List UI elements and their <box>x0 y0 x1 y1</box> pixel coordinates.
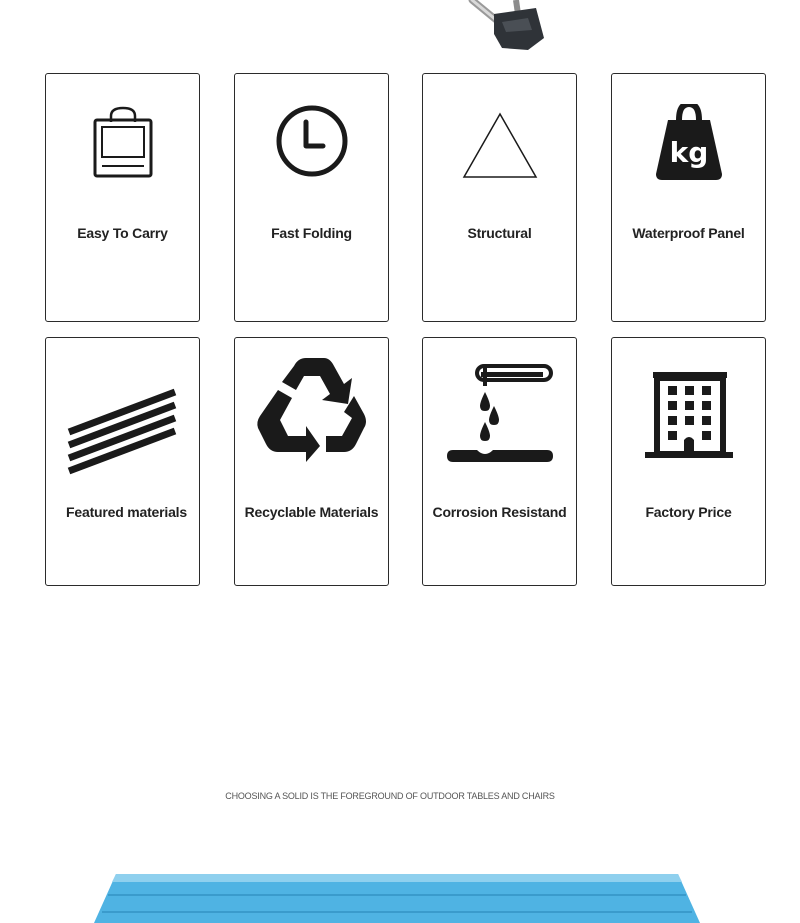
stripes-icon <box>46 386 199 476</box>
feature-label: Structural <box>467 225 532 241</box>
weight-kg-icon <box>612 104 765 182</box>
kg-text: kg <box>669 136 708 169</box>
recycle-icon <box>235 356 388 464</box>
feature-card-waterproof-panel <box>611 73 766 322</box>
section-caption: CHOOSING A SOLID IS THE FOREGROUND OF OUTDOOR TABLES AND CHAIRS <box>225 791 555 801</box>
feature-card-easy-to-carry <box>45 73 200 322</box>
shopping-bag-icon <box>46 104 199 178</box>
triangle-icon <box>423 104 576 178</box>
feature-card-featured-materials <box>45 337 200 586</box>
feature-card-fast-folding <box>234 73 389 322</box>
feature-label: Corrosion Resistand <box>432 504 567 520</box>
feature-card-structural <box>422 73 577 322</box>
product-leg-image <box>466 0 550 54</box>
test-tube-drops-icon <box>423 362 576 470</box>
clock-icon <box>235 104 388 178</box>
feature-card-corrosion-resistand <box>422 337 577 586</box>
blue-table-top-image <box>94 872 700 923</box>
feature-card-factory-price <box>611 337 766 586</box>
feature-label: Featured materials <box>66 504 187 520</box>
feature-label: Recyclable Materials <box>244 504 379 520</box>
factory-building-icon <box>612 368 765 460</box>
feature-label: Waterproof Panel <box>632 225 745 241</box>
feature-label: Factory Price <box>645 504 732 520</box>
feature-label: Easy To Carry <box>77 225 168 241</box>
feature-card-recyclable-materials <box>234 337 389 586</box>
feature-label: Fast Folding <box>271 225 352 241</box>
